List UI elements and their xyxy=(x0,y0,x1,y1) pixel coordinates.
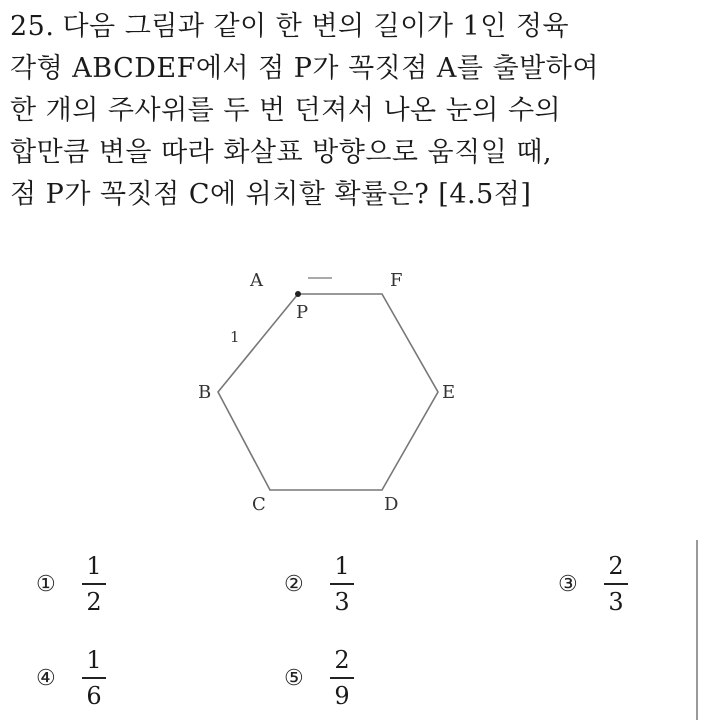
question-line-1-text: 다음 그림과 같이 한 변의 길이가 1인 정육 xyxy=(62,11,570,42)
hexagon-diagram xyxy=(160,262,480,522)
choice-3-marker: ③ xyxy=(558,571,578,597)
fraction-bar xyxy=(82,583,106,585)
point-p-marker xyxy=(295,291,301,297)
choice-1[interactable] xyxy=(36,552,106,616)
hexagon-shape xyxy=(218,294,438,490)
choice-4-numerator: 1 xyxy=(86,646,102,674)
choice-5-numerator: 2 xyxy=(334,646,350,674)
choice-2-denominator: 3 xyxy=(334,588,350,616)
fraction-bar xyxy=(330,677,354,679)
choice-1-fraction xyxy=(82,552,106,616)
choice-3-denominator: 3 xyxy=(608,588,624,616)
fraction-bar xyxy=(82,677,106,679)
choice-1-numerator: 1 xyxy=(86,552,102,580)
question-line-5: 점 P가 꼭짓점 C에 위치할 확률은? [4.5점] xyxy=(10,179,532,210)
vertex-a-label: A xyxy=(250,270,263,291)
point-p-label: P xyxy=(296,302,309,323)
choice-3-fraction xyxy=(604,552,628,616)
question-line-4: 합만큼 변을 따라 화살표 방향으로 움직일 때, xyxy=(10,137,553,168)
choice-4[interactable] xyxy=(36,646,106,710)
hexagon-figure xyxy=(160,262,480,522)
choice-1-denominator: 2 xyxy=(86,588,102,616)
choice-5-marker: ⑤ xyxy=(284,665,304,691)
question-text xyxy=(10,6,700,216)
page-edge-divider xyxy=(696,540,698,720)
choice-2-numerator: 1 xyxy=(334,552,350,580)
choice-5[interactable] xyxy=(284,646,354,710)
vertex-b-label: B xyxy=(198,382,212,403)
fraction-bar xyxy=(604,583,628,585)
side-length-label: 1 xyxy=(230,328,240,346)
choice-4-marker: ④ xyxy=(36,665,56,691)
choice-4-denominator: 6 xyxy=(86,682,102,710)
question-line-3: 한 개의 주사위를 두 번 던져서 나온 눈의 수의 xyxy=(10,95,562,126)
choice-1-marker: ① xyxy=(36,571,56,597)
choice-2-marker: ② xyxy=(284,571,304,597)
choice-5-denominator: 9 xyxy=(334,682,350,710)
choice-2-fraction xyxy=(330,552,354,616)
choice-2[interactable] xyxy=(284,552,354,616)
choice-5-fraction xyxy=(330,646,354,710)
fraction-bar xyxy=(330,583,354,585)
vertex-d-label: D xyxy=(384,494,399,515)
choice-3-numerator: 2 xyxy=(608,552,624,580)
question-number: 25. xyxy=(10,11,55,42)
choice-4-fraction xyxy=(82,646,106,710)
vertex-c-label: C xyxy=(252,494,266,515)
vertex-e-label: E xyxy=(442,382,456,403)
question-line-1 xyxy=(10,6,700,48)
choice-3[interactable] xyxy=(558,552,628,616)
question-line-2: 각형 ABCDEF에서 점 P가 꼭짓점 A를 출발하여 xyxy=(10,53,599,84)
vertex-f-label: F xyxy=(390,270,403,291)
